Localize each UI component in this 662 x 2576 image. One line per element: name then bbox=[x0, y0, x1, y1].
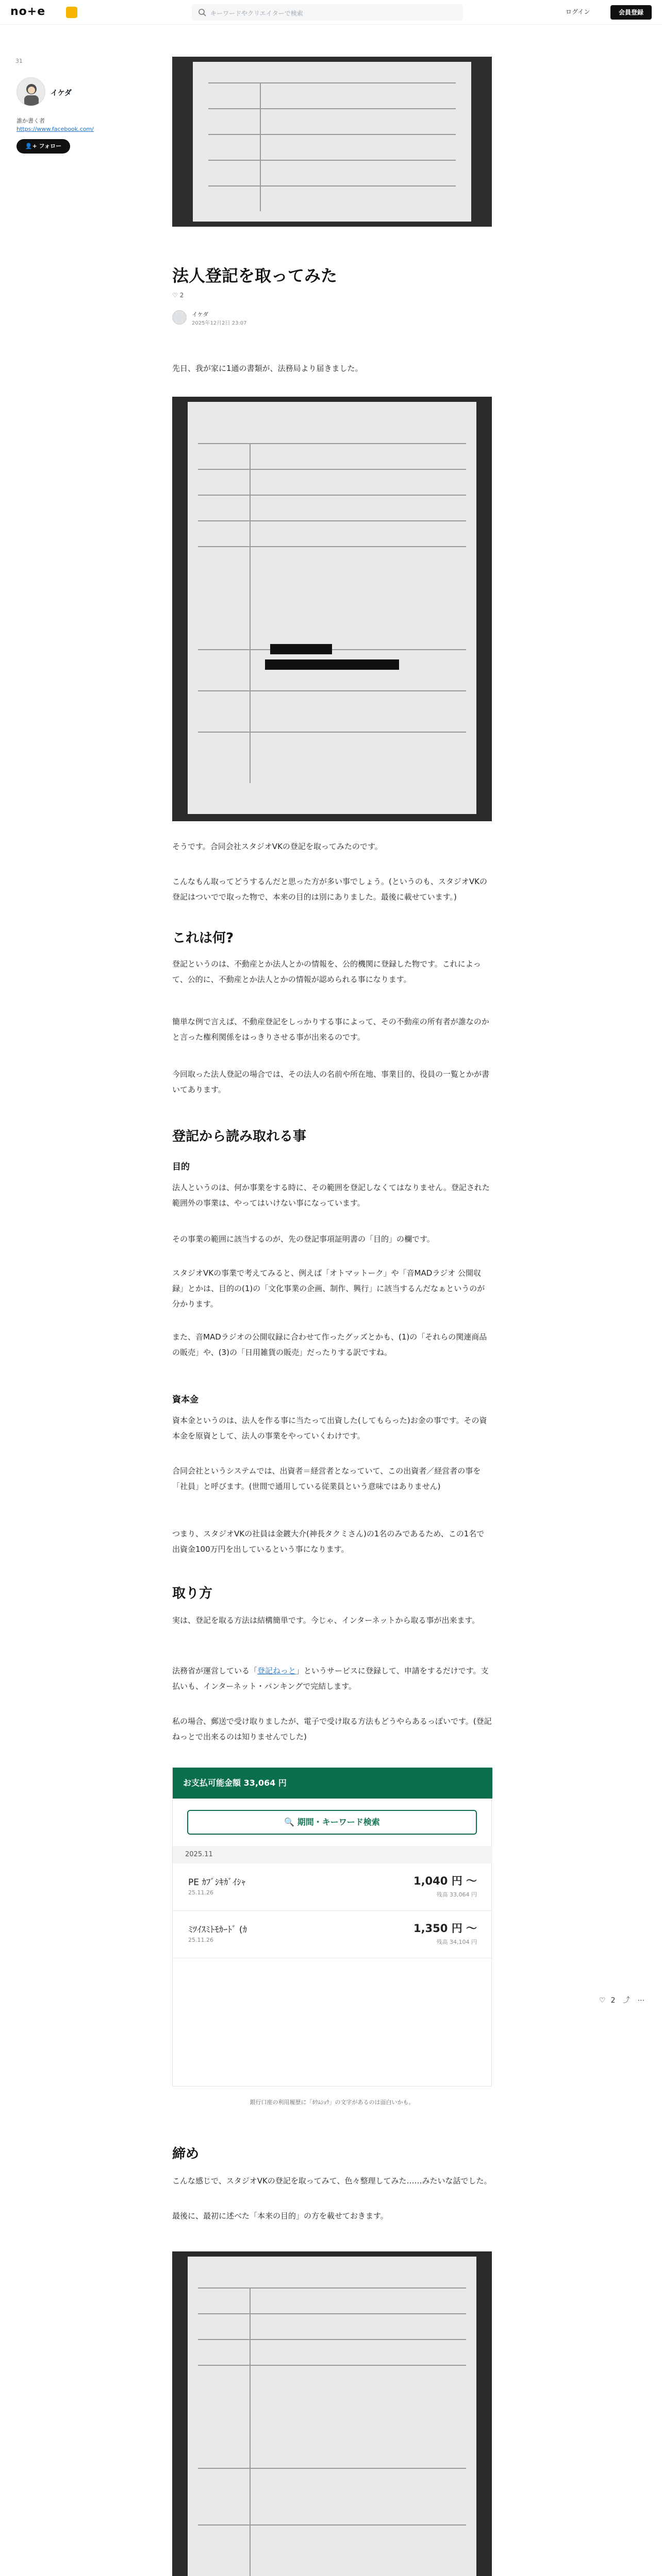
paragraph-13: 実は、登記を取る方法は結構簡単です。今じゃ、インターネットから取る事が出来ます。 bbox=[172, 1616, 480, 1625]
paragraph-6: 法人というのは、何か事業をする時に、その範囲を登記しなくてはなりません。登記された範囲外の事業は、やってはいけない事になっています。 bbox=[172, 1183, 490, 1208]
heading-end: 締め bbox=[172, 2146, 200, 2162]
article-title: 法人登記を取ってみた bbox=[172, 266, 338, 285]
author-name[interactable]: イケダ bbox=[51, 89, 72, 97]
more-icon[interactable]: ⋯ bbox=[637, 1996, 645, 2005]
share-icon[interactable]: ⤴ bbox=[622, 1996, 630, 2005]
heart-icon[interactable]: ♡ bbox=[599, 1996, 606, 2005]
paragraph-3: 登記というのは、不動産とか法人とかの情報を、公的機関に登録した物です。これによって、公的に、不動産とか法人とかの情報が認められる事になります。 bbox=[172, 959, 481, 984]
transaction-date: 25.11.26 bbox=[188, 1937, 213, 1943]
transaction-balance: 残高 33,064 円 bbox=[436, 1891, 477, 1898]
registry-certificate-image bbox=[188, 402, 476, 814]
author-link[interactable]: https://www.facebook.com/ bbox=[16, 126, 94, 132]
period-keyword-search-button[interactable] bbox=[187, 1810, 477, 1835]
paragraph-15: 私の場合、郵送で受け取りましたが、電子で受け取る方法もどうやらあるっぽいです。(登記ねっとで出来るのは知りませんでした) bbox=[172, 1717, 492, 1741]
author-name-meta[interactable]: イケダ bbox=[192, 311, 209, 318]
available-balance: お支払可能金額 33,064 円 bbox=[173, 1768, 492, 1799]
paragraph-11: 合同会社というシステムでは、出資者＝経営者となっていて、この出資者／経営者の事を「社員」と呼びます。(世間で通用している従業員という意味ではありません) bbox=[172, 1466, 481, 1491]
hero-image bbox=[172, 57, 492, 227]
like-count: 2 bbox=[179, 292, 184, 299]
paragraph-17: 最後に、最初に述べた「本来の目的」の方を載せておきます。 bbox=[172, 2211, 388, 2221]
transaction-date: 25.11.26 bbox=[188, 1889, 213, 1896]
register-button[interactable]: 会員登録 bbox=[610, 5, 652, 20]
document-image bbox=[172, 2251, 492, 2576]
paragraph-2: こんなもん取ってどうするんだと思った方が多い事でしょう。(というのも、スタジオVKの登記はついでで取った物で、本来の目的は別にありました。最後に載せています。) bbox=[172, 877, 487, 902]
sidebar-count: 31 bbox=[15, 58, 23, 64]
image-caption: 銀行口座の利用履歴に「ﾎｳﾑｼｮｳ」の文字があるのは面白いかも。 bbox=[250, 2099, 415, 2106]
heading-read: 登記から読み取れる事 bbox=[172, 1129, 307, 1144]
transaction-row[interactable] bbox=[173, 1911, 492, 1958]
author-avatar[interactable] bbox=[172, 310, 187, 325]
document-page-image bbox=[188, 2257, 476, 2576]
note-logo[interactable]: no+e bbox=[10, 5, 46, 18]
period-keyword-search-label: 期間・キーワード検索 bbox=[297, 1817, 380, 1827]
heading-purpose: 目的 bbox=[172, 1162, 190, 1172]
paragraph-9: また、音MADラジオの公開収録に合わせて作ったグッズとかも、(1)の「それらの関連商品の販売」や、(3)の「日用雑貨の販売」だったりする訳ですね。 bbox=[172, 1332, 487, 1357]
paragraph-8: スタジオVKの事業で考えてみると、例えば「オトマットーク」や「音MADラジオ 公開収録」とかは、目的の(1)の「文化事業の企画、制作、興行」に該当するんだなぁというのが分かります。 bbox=[172, 1268, 485, 1309]
search-input[interactable] bbox=[192, 4, 463, 21]
author-sidebar bbox=[15, 58, 134, 149]
paragraph-5: 今回取った法人登記の場合では、その法人の名前や所在地、事業目的、役員の一覧とかが書いてあります。 bbox=[172, 1070, 490, 1094]
search-placeholder: キーワードやクリエイターで検索 bbox=[210, 10, 303, 17]
heading-how: 取り方 bbox=[172, 1586, 213, 1601]
follow-button[interactable] bbox=[16, 139, 70, 154]
logo-badge-icon bbox=[66, 7, 77, 18]
search-icon: 🔍 bbox=[284, 1817, 297, 1827]
month-divider: 2025.11 bbox=[173, 1846, 492, 1863]
login-link[interactable]: ログイン bbox=[566, 8, 590, 15]
paragraph-14 bbox=[172, 1663, 492, 1694]
transaction-name: ﾐﾂｲｽﾐﾄﾓｶｰﾄﾞ (ｶ bbox=[188, 1925, 247, 1935]
bank-app-screenshot bbox=[172, 1767, 492, 2087]
document-image bbox=[172, 397, 492, 821]
paragraph-4: 簡単な例で言えば、不動産登記をしっかりする事によって、その不動産の所有者が誰なのかと言った権利関係をはっきりさせる事が出来るのです。 bbox=[172, 1017, 489, 1042]
float-like-count: 2 bbox=[610, 1996, 616, 2005]
registry-document-image bbox=[193, 62, 471, 222]
transaction-row[interactable] bbox=[173, 1863, 492, 1911]
avatar-illustration-icon bbox=[17, 78, 45, 106]
paragraph-7: その事業の範囲に該当するのが、先の登記事項証明書の「目的」の欄です。 bbox=[172, 1234, 435, 1244]
search-icon bbox=[198, 8, 206, 16]
post-date: 2025年12月2日 23:07 bbox=[192, 320, 247, 326]
heading-what: これは何? bbox=[172, 930, 234, 946]
follow-label: フォロー bbox=[39, 143, 62, 149]
author-description: 誰か書く者 bbox=[16, 117, 45, 124]
like-row[interactable] bbox=[172, 292, 184, 299]
paragraph-10: 資本金というのは、法人を作る事に当たって出資した(してもらった)お金の事です。その資本金を原資として、法人の事業をやっていくわけです。 bbox=[172, 1416, 487, 1440]
paragraph-14-b: 」というサービスに登録して、申請をするだけです。支払いも、インターネット・バンキングで完結します。 bbox=[172, 1666, 489, 1691]
heading-capital: 資本金 bbox=[172, 1395, 198, 1405]
transaction-name: PE ｶﾌﾞｼｷｶﾞｲｼｬ bbox=[188, 1877, 246, 1888]
touki-net-link[interactable]: 登記ねっと bbox=[257, 1666, 296, 1675]
floating-actions bbox=[599, 1995, 650, 2005]
top-bar bbox=[0, 0, 662, 25]
avatar[interactable] bbox=[16, 77, 45, 106]
paragraph-16: こんな感じで、スタジオVKの登記を取ってみて、色々整理してみた……みたいな話でした。 bbox=[172, 2176, 492, 2185]
transaction-balance: 残高 34,104 円 bbox=[436, 1939, 477, 1945]
transaction-amount: 1,350 円 ～ bbox=[413, 1922, 477, 1935]
heart-icon[interactable]: ♡ bbox=[172, 292, 178, 299]
paragraph-1: そうです。合同会社スタジオVKの登記を取ってみたのです。 bbox=[172, 842, 383, 851]
intro-paragraph: 先日、我が家に1通の書類が、法務局より届きました。 bbox=[172, 364, 363, 373]
transaction-amount: 1,040 円 ～ bbox=[413, 1875, 477, 1887]
person-plus-icon: 👤+ bbox=[25, 143, 39, 149]
paragraph-14-a: 法務省が運営している「 bbox=[172, 1666, 258, 1675]
paragraph-12: つまり、スタジオVKの社員は金鍍大介(神長タクミさん)の1名のみであるため、この1名で出資金100万円を出しているという事になります。 bbox=[172, 1529, 485, 1554]
